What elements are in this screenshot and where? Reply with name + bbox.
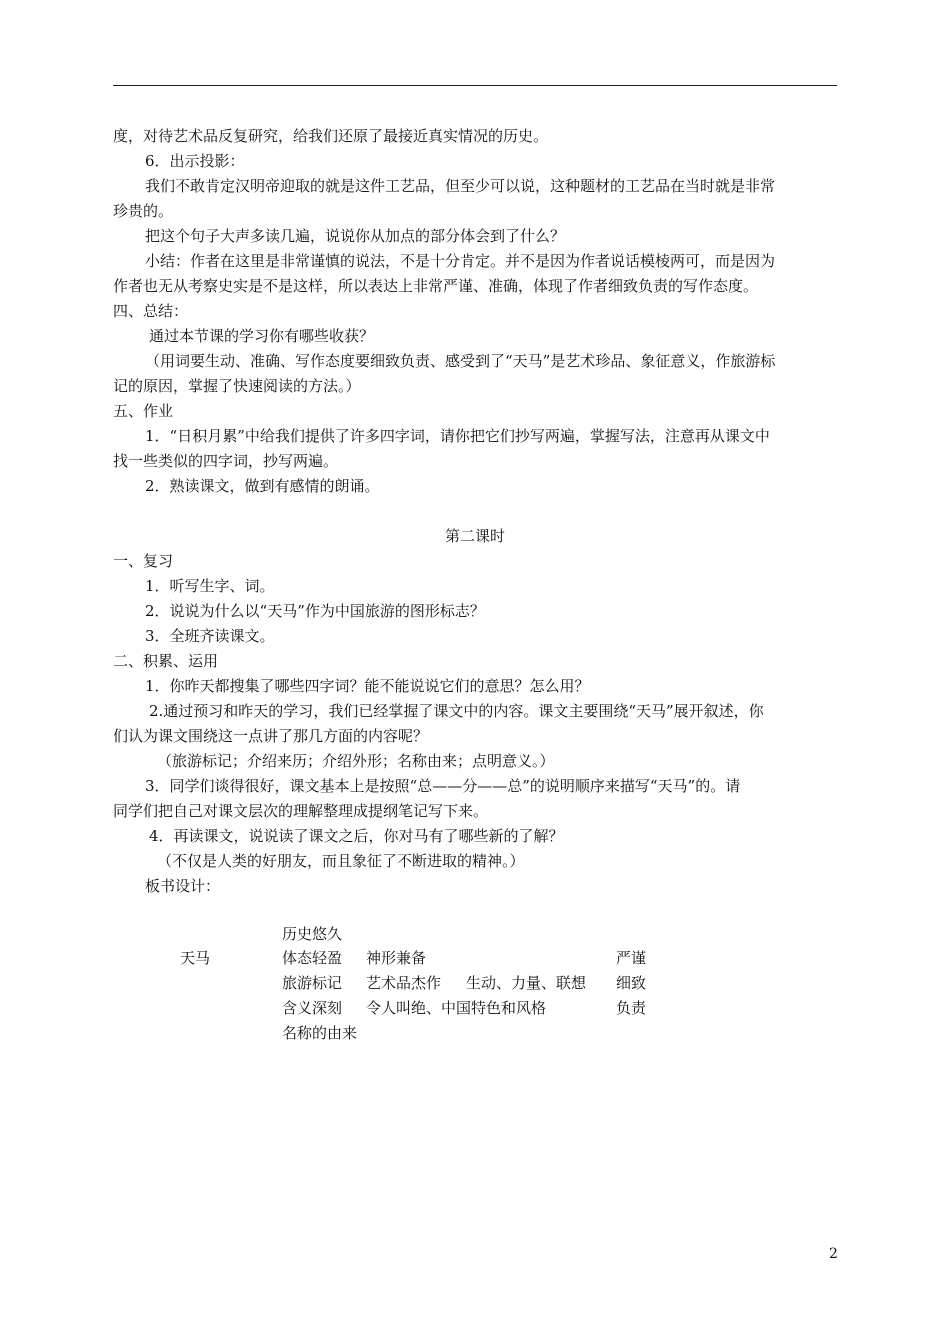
page-number: 2	[829, 1246, 838, 1262]
board-item: 艺术品杰作	[366, 974, 442, 992]
paragraph: 3．同学们谈得很好，课文基本上是按照“总——分——总”的说明顺序来描写“天马”的。请	[145, 777, 741, 795]
board-item: 严谨	[616, 949, 647, 967]
paragraph: 我们不敢肯定汉明帝迎取的就是这件工艺品，但至少可以说，这种题材的工艺品在当时就是非常	[145, 177, 776, 195]
paragraph: 记的原因，掌握了快速阅读的方法。）	[113, 377, 361, 395]
board-item: 令人叫绝、中国特色和风格	[366, 999, 547, 1017]
paragraph: 1．听写生字、词。	[145, 577, 275, 595]
board-item: 历史悠久	[282, 925, 343, 943]
board-item: 旅游标记	[282, 974, 343, 992]
paragraph: （不仅是人类的好朋友，而且象征了不断进取的精神。）	[157, 852, 525, 870]
section-heading: 五、作业	[113, 402, 174, 420]
paragraph: 找一些类似的四字词，抄写两遍。	[113, 452, 339, 470]
paragraph: 小结：作者在这里是非常谨慎的说法，不是十分肯定。并不是因为作者说话模棱两可，而是因为	[145, 252, 776, 270]
paragraph: 2．说说为什么以“天马”作为中国旅游的图形标志？	[145, 602, 485, 620]
paragraph: （旅游标记；介绍来历；介绍外形；名称由来；点明意义。）	[157, 752, 555, 770]
board-item: 细致	[616, 974, 647, 992]
board-item: 生动、力量、联想	[466, 974, 587, 992]
paragraph: 1．“日积月累”中给我们提供了许多四字词，请你把它们抄写两遍，掌握写法，注意再从课文中	[145, 427, 770, 445]
paragraph: 1．你昨天都搜集了哪些四字词？能不能说说它们的意思？怎么用？	[145, 677, 590, 695]
paragraph: 们认为课文围绕这一点讲了那几方面的内容呢？	[113, 727, 429, 745]
lesson-title: 第二课时	[444, 527, 505, 545]
section-heading: 二、积累、运用	[113, 652, 219, 670]
paragraph: 通过本节课的学习你有哪些收获？	[149, 327, 375, 345]
paragraph: 同学们把自己对课文层次的理解整理成提纲笔记写下来。	[113, 802, 489, 820]
board-item: 名称的由来	[282, 1024, 358, 1042]
board-item: 负责	[616, 999, 647, 1017]
paragraph: 把这个句子大声多读几遍，说说你从加点的部分体会到了什么？	[145, 227, 566, 245]
board-item: 神形兼备	[366, 949, 427, 967]
paragraph: 珍贵的。	[113, 202, 174, 220]
paragraph: 作者也无从考察史实是不是这样，所以表达上非常严谨、准确，体现了作者细致负责的写作态度。	[113, 277, 759, 295]
paragraph: 度，对待艺术品反复研究，给我们还原了最接近真实情况的历史。	[113, 127, 549, 145]
header-rule	[113, 85, 837, 86]
paragraph: 2．熟读课文，做到有感情的朗诵。	[145, 477, 380, 495]
board-center: 天马	[180, 949, 211, 967]
section-heading: 一、复习	[113, 552, 174, 570]
paragraph: 2.通过预习和昨天的学习，我们已经掌握了课文中的内容。课文主要围绕“天马”展开叙述，你	[149, 702, 764, 720]
board-item: 体态轻盈	[282, 949, 343, 967]
paragraph: 4．再读课文，说说读了课文之后，你对马有了哪些新的了解？	[149, 827, 564, 845]
paragraph: 3．全班齐读课文。	[145, 627, 275, 645]
board-item: 含义深刻	[282, 999, 343, 1017]
section-heading: 四、总结：	[113, 302, 189, 320]
paragraph: 板书设计：	[145, 877, 221, 895]
paragraph: 6．出示投影：	[145, 152, 245, 170]
document-body	[113, 124, 837, 899]
paragraph: （用词要生动、准确、写作态度要细致负责、感受到了“天马”是艺术珍品、象征意义，作旅游标	[145, 352, 776, 370]
